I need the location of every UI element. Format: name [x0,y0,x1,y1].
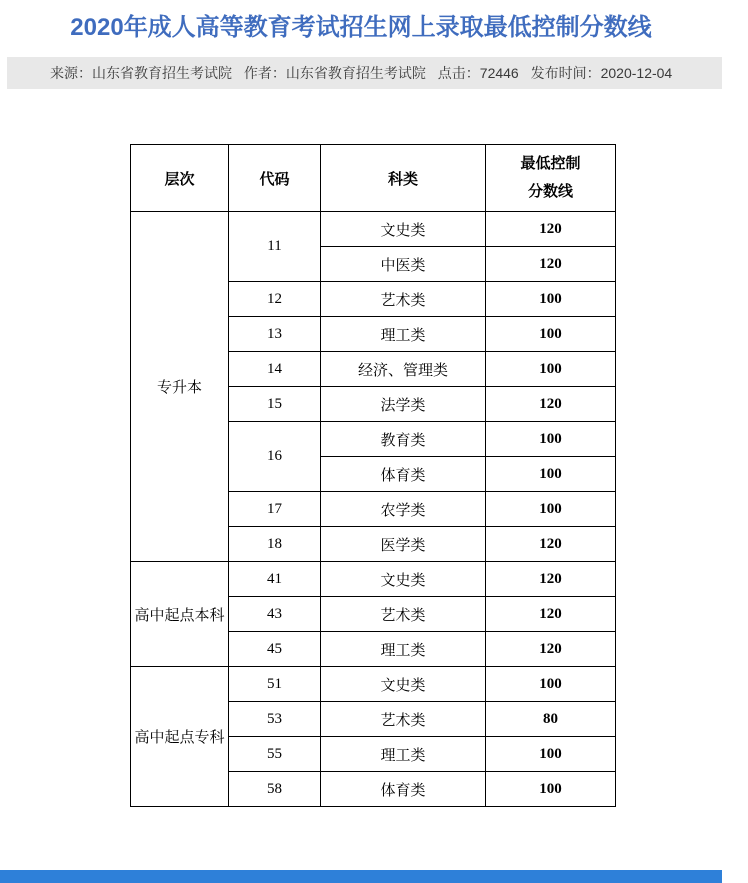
category-cell: 理工类 [321,632,486,667]
header-category: 科类 [321,145,486,212]
category-cell: 艺术类 [321,597,486,632]
score-cell: 120 [486,387,616,422]
score-cell: 80 [486,702,616,737]
score-cell: 100 [486,667,616,702]
meta-publish-label: 发布时间： [530,65,601,81]
header-code: 代码 [229,145,321,212]
score-cell: 100 [486,422,616,457]
code-cell: 53 [229,702,321,737]
footer-bar [0,870,722,883]
meta-source-label: 来源： [50,65,92,81]
code-cell: 55 [229,737,321,772]
category-cell: 经济、管理类 [321,352,486,387]
category-cell: 文史类 [321,667,486,702]
score-cell: 100 [486,772,616,807]
level-cell: 高中起点专科 [131,667,229,807]
score-cell: 120 [486,247,616,282]
meta-bar [7,57,722,89]
score-table [130,144,616,807]
meta-publish-date: 2020-12-04 [600,65,673,81]
header-score-line1: 最低控制 [520,156,581,172]
category-cell: 农学类 [321,492,486,527]
code-cell: 13 [229,317,321,352]
level-cell: 高中起点本科 [131,562,229,667]
code-cell: 17 [229,492,321,527]
level-cell: 专升本 [131,212,229,562]
score-cell: 120 [486,632,616,667]
code-cell: 45 [229,632,321,667]
category-cell: 法学类 [321,387,486,422]
code-cell: 43 [229,597,321,632]
meta-clicks-value: 72446 [479,65,519,81]
page-title: 2020年成人高等教育考试招生网上录取最低控制分数线 [70,14,652,41]
category-cell: 医学类 [321,527,486,562]
category-cell: 艺术类 [321,702,486,737]
code-cell: 11 [229,212,321,282]
code-cell: 15 [229,387,321,422]
score-cell: 120 [486,527,616,562]
meta-author-label: 作者： [243,65,286,81]
category-cell: 理工类 [321,737,486,772]
meta-author-value: 山东省教育招生考试院 [285,65,426,81]
category-cell: 体育类 [321,772,486,807]
category-cell: 文史类 [321,562,486,597]
category-cell: 文史类 [321,212,486,247]
code-cell: 51 [229,667,321,702]
score-cell: 100 [486,737,616,772]
category-cell: 艺术类 [321,282,486,317]
code-cell: 41 [229,562,321,597]
header-score [486,145,616,212]
score-table-body [131,212,616,807]
code-cell: 14 [229,352,321,387]
table-row [131,667,616,702]
score-cell: 120 [486,212,616,247]
header-level: 层次 [131,145,229,212]
score-cell: 100 [486,492,616,527]
table-row [131,562,616,597]
category-cell: 中医类 [321,247,486,282]
score-cell: 100 [486,457,616,492]
table-row [131,212,616,247]
score-cell: 100 [486,282,616,317]
score-cell: 100 [486,352,616,387]
score-cell: 100 [486,317,616,352]
category-cell: 教育类 [321,422,486,457]
meta-source-value: 山东省教育招生考试院 [92,65,232,81]
code-cell: 58 [229,772,321,807]
code-cell: 12 [229,282,321,317]
category-cell: 体育类 [321,457,486,492]
score-cell: 120 [486,597,616,632]
code-cell: 16 [229,422,321,492]
meta-clicks-label: 点击： [437,65,480,81]
table-header-row [131,145,616,212]
category-cell: 理工类 [321,317,486,352]
header-score-line2: 分数线 [527,184,573,200]
code-cell: 18 [229,527,321,562]
score-cell: 120 [486,562,616,597]
